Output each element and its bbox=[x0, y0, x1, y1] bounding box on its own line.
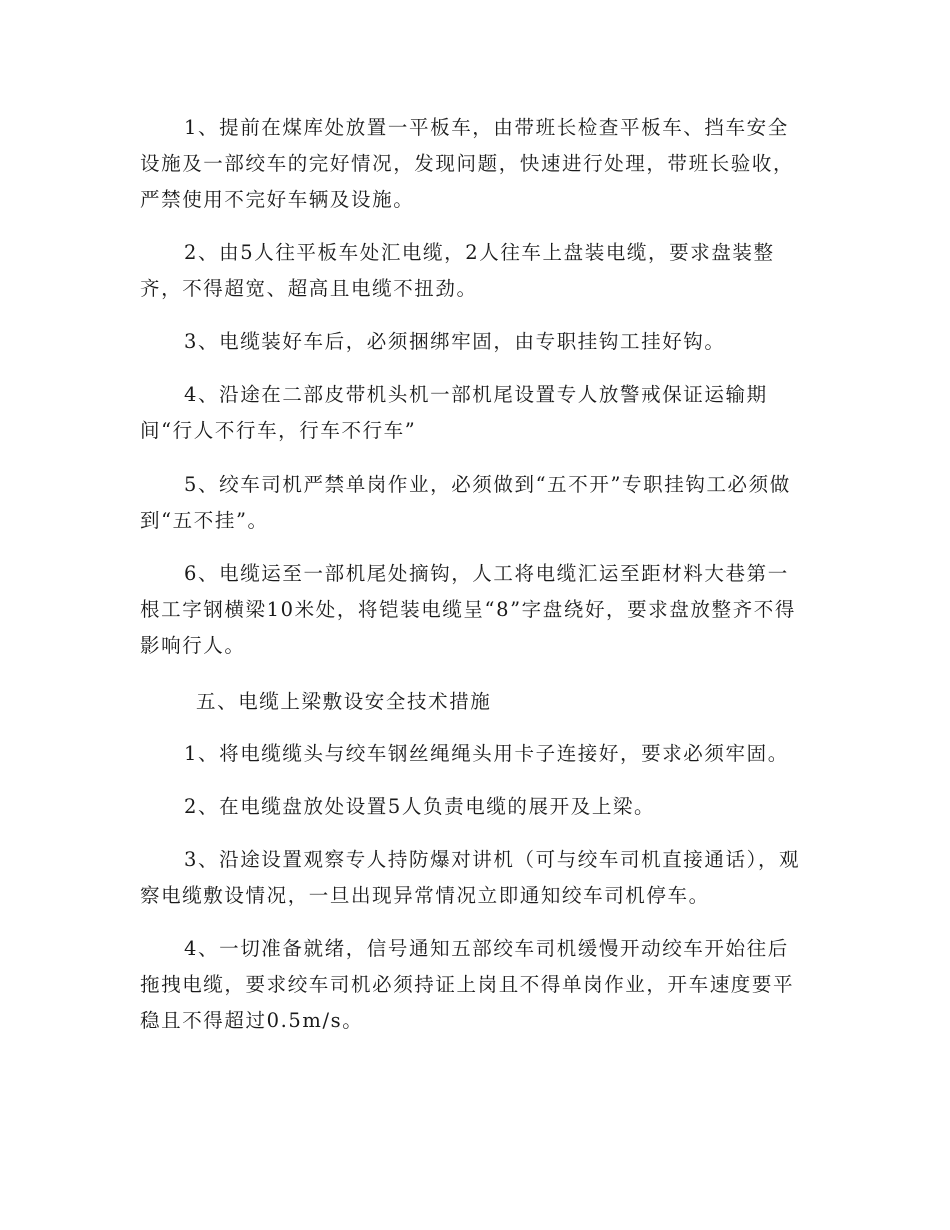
paragraph-6: 6、电缆运至一部机尾处摘钩，人工将电缆汇运至距材料大巷第一根工字钢横梁10米处，将铠装电缆呈“8”字盘绕好，要求盘放整齐不得影响行人。 bbox=[140, 562, 796, 657]
section-paragraph-3: 3、沿途设置观察专人持防爆对讲机（可与绞车司机直接通话），观察电缆敷设情况，一旦出现异常情况立即通知绞车司机停车。 bbox=[140, 848, 801, 907]
section-paragraph-1: 1、将电缆缆头与绞车钢丝绳绳头用卡子连接好，要求必须牢固。 bbox=[184, 742, 789, 765]
section-paragraph-4: 4、一切准备就绪，信号通知五部绞车司机缓慢开动绞车开始往后拖拽电缆，要求绞车司机必须持证上岗且不得单岗作业，开车速度要平稳且不得超过0.5m/s。 bbox=[140, 937, 795, 1032]
paragraph-3: 3、电缆装好车后，必须捆绑牢固，由专职挂钩工挂好钩。 bbox=[184, 330, 726, 353]
paragraph-4: 4、沿途在二部皮带机头机一部机尾设置专人放警戒保证运输期间“行人不行车，行车不行车” bbox=[140, 383, 768, 442]
section-heading: 五、电缆上梁敷设安全技术措施 bbox=[196, 690, 492, 713]
paragraph-1: 1、提前在煤库处放置一平板车，由带班长检查平板车、挡车安全设施及一部绞车的完好情况，发现问题，快速进行处理，带班长验收，严禁使用不完好车辆及设施。 bbox=[140, 116, 795, 211]
paragraph-5: 5、绞车司机严禁单岗作业，必须做到“五不开”专职挂钩工必须做到“五不挂”。 bbox=[140, 473, 791, 532]
section-paragraph-2: 2、在电缆盘放处设置5人负责电缆的展开及上梁。 bbox=[184, 795, 656, 818]
paragraph-2: 2、由5人往平板车处汇电缆，2人往车上盘装电缆，要求盘装整齐，不得超宽、超高且电缆不扭劲。 bbox=[140, 241, 775, 300]
